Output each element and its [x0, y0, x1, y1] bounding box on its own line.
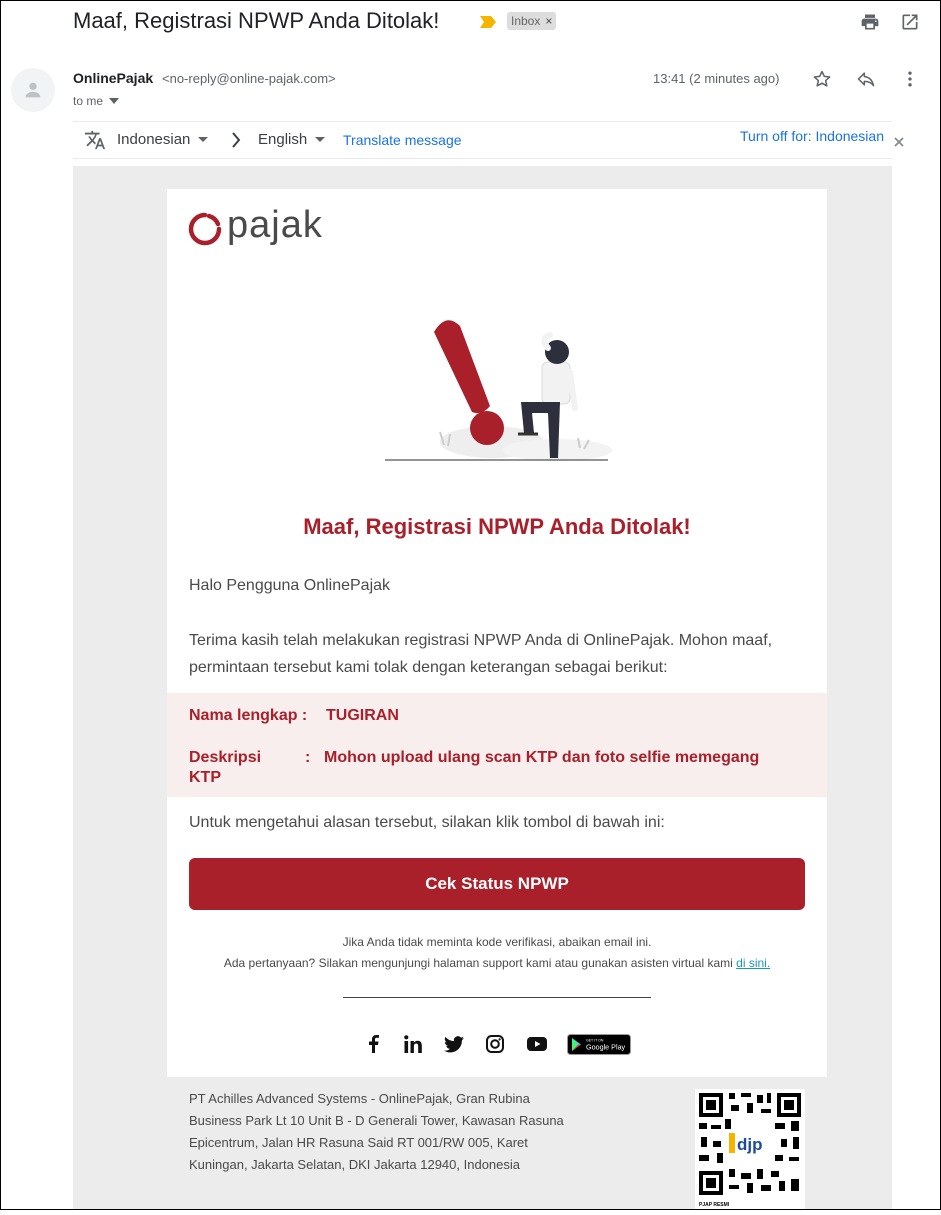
facebook-icon[interactable] [362, 1032, 384, 1056]
target-language-select[interactable] [258, 131, 325, 148]
qr-caption: PJAP RESMI [699, 1202, 730, 1208]
more-options-icon[interactable] [898, 67, 922, 91]
dropdown-arrow-icon [198, 137, 208, 142]
address-line: Business Park Lt 10 Unit B - D Generali Tower, Kawasan Rasuna [189, 1113, 564, 1128]
chevron-right-icon [231, 132, 241, 153]
name-label: Nama lengkap : [189, 707, 308, 724]
address-line: PT Achilles Advanced Systems - OnlinePajak, Gran Rubina [189, 1091, 530, 1106]
company-address [189, 1088, 589, 1176]
google-play-get-it-on: GET IT ON [586, 1038, 604, 1042]
translate-icon [84, 129, 106, 156]
linkedin-icon[interactable] [402, 1032, 424, 1056]
target-language-value: English [258, 131, 308, 148]
support-link[interactable]: di sini. [736, 956, 771, 970]
message-time: 13:41 (2 minutes ago) [653, 71, 780, 86]
recipient-text: to me [73, 94, 104, 108]
qr-djp-logo: djp [737, 1135, 763, 1154]
support-note [167, 956, 827, 970]
name-value: TUGIRAN [326, 707, 399, 724]
google-play-badge[interactable] [567, 1032, 631, 1056]
source-language-value: Indonesian [117, 131, 191, 148]
description-label: Deskripsi [189, 749, 262, 766]
description-colon: : [305, 749, 311, 766]
turn-off-translation-link[interactable]: Turn off for: Indonesian [740, 128, 884, 144]
instagram-icon[interactable] [484, 1032, 506, 1056]
sender-email: <no-reply@online-pajak.com> [162, 71, 336, 86]
open-in-new-window-icon[interactable] [898, 10, 922, 34]
instruction-text: Untuk mengetahui alasan tersebut, silakan klik tombol di bawah ini: [189, 814, 665, 831]
verification-note: Jika Anda tidak meminta kode verifikasi, abaikan email ini. [342, 935, 652, 949]
sender-avatar[interactable] [11, 68, 55, 112]
rejection-illustration [382, 310, 632, 480]
star-icon[interactable] [810, 67, 834, 91]
dropdown-arrow-icon [315, 137, 325, 142]
description-value: Mohon upload ulang scan KTP dan foto selfie memegang [324, 749, 760, 766]
importance-marker-icon[interactable] [479, 15, 497, 34]
djp-qr-code [695, 1089, 805, 1210]
translate-bar [73, 121, 892, 159]
logo-text: pajak [227, 204, 323, 246]
twitter-icon[interactable] [443, 1032, 465, 1056]
onlinepajak-logo [187, 204, 323, 247]
description-value-continued: KTP [189, 769, 221, 786]
person-icon [22, 79, 44, 101]
print-icon[interactable] [858, 10, 882, 34]
greeting: Halo Pengguna OnlinePajak [189, 577, 391, 594]
check-npwp-status-button[interactable]: Cek Status NPWP [189, 858, 805, 910]
reply-icon[interactable] [854, 67, 878, 91]
body-paragraph: Terima kasih telah melakukan registrasi NPWP Anda di OnlinePajak. Mohon maaf, permintaan tersebut kami tolak dengan keterangan sebagai berikut: [189, 632, 773, 676]
address-line: Kuningan, Jakarta Selatan, DKI Jakarta 12940, Indonesia [189, 1157, 520, 1172]
inbox-label [507, 12, 556, 30]
sender-name[interactable]: OnlinePajak [73, 70, 154, 86]
inbox-label-text: Inbox [511, 14, 541, 28]
footer-divider [343, 997, 651, 998]
email-headline: Maaf, Registrasi NPWP Anda Ditolak! [303, 514, 691, 539]
chevron-down-icon [109, 98, 119, 104]
address-line: Epicentrum, Jalan HR Rasuna Said RT 001/RW 005, Karet [189, 1135, 528, 1150]
remove-label-icon[interactable]: × [545, 14, 553, 28]
close-translate-icon[interactable] [894, 134, 904, 152]
recipient-details-toggle[interactable] [73, 94, 119, 108]
google-play-text: Google Play [586, 1042, 626, 1051]
source-language-select[interactable] [117, 131, 208, 148]
youtube-icon[interactable] [525, 1032, 549, 1056]
email-subject: Maaf, Registrasi NPWP Anda Ditolak! [73, 8, 440, 33]
translate-message-link[interactable]: Translate message [343, 132, 462, 148]
logo-mark-icon [187, 211, 223, 247]
support-note-text: Ada pertanyaan? Silakan mengunjungi halaman support kami atau gunakan asisten virtual kami [223, 956, 733, 970]
